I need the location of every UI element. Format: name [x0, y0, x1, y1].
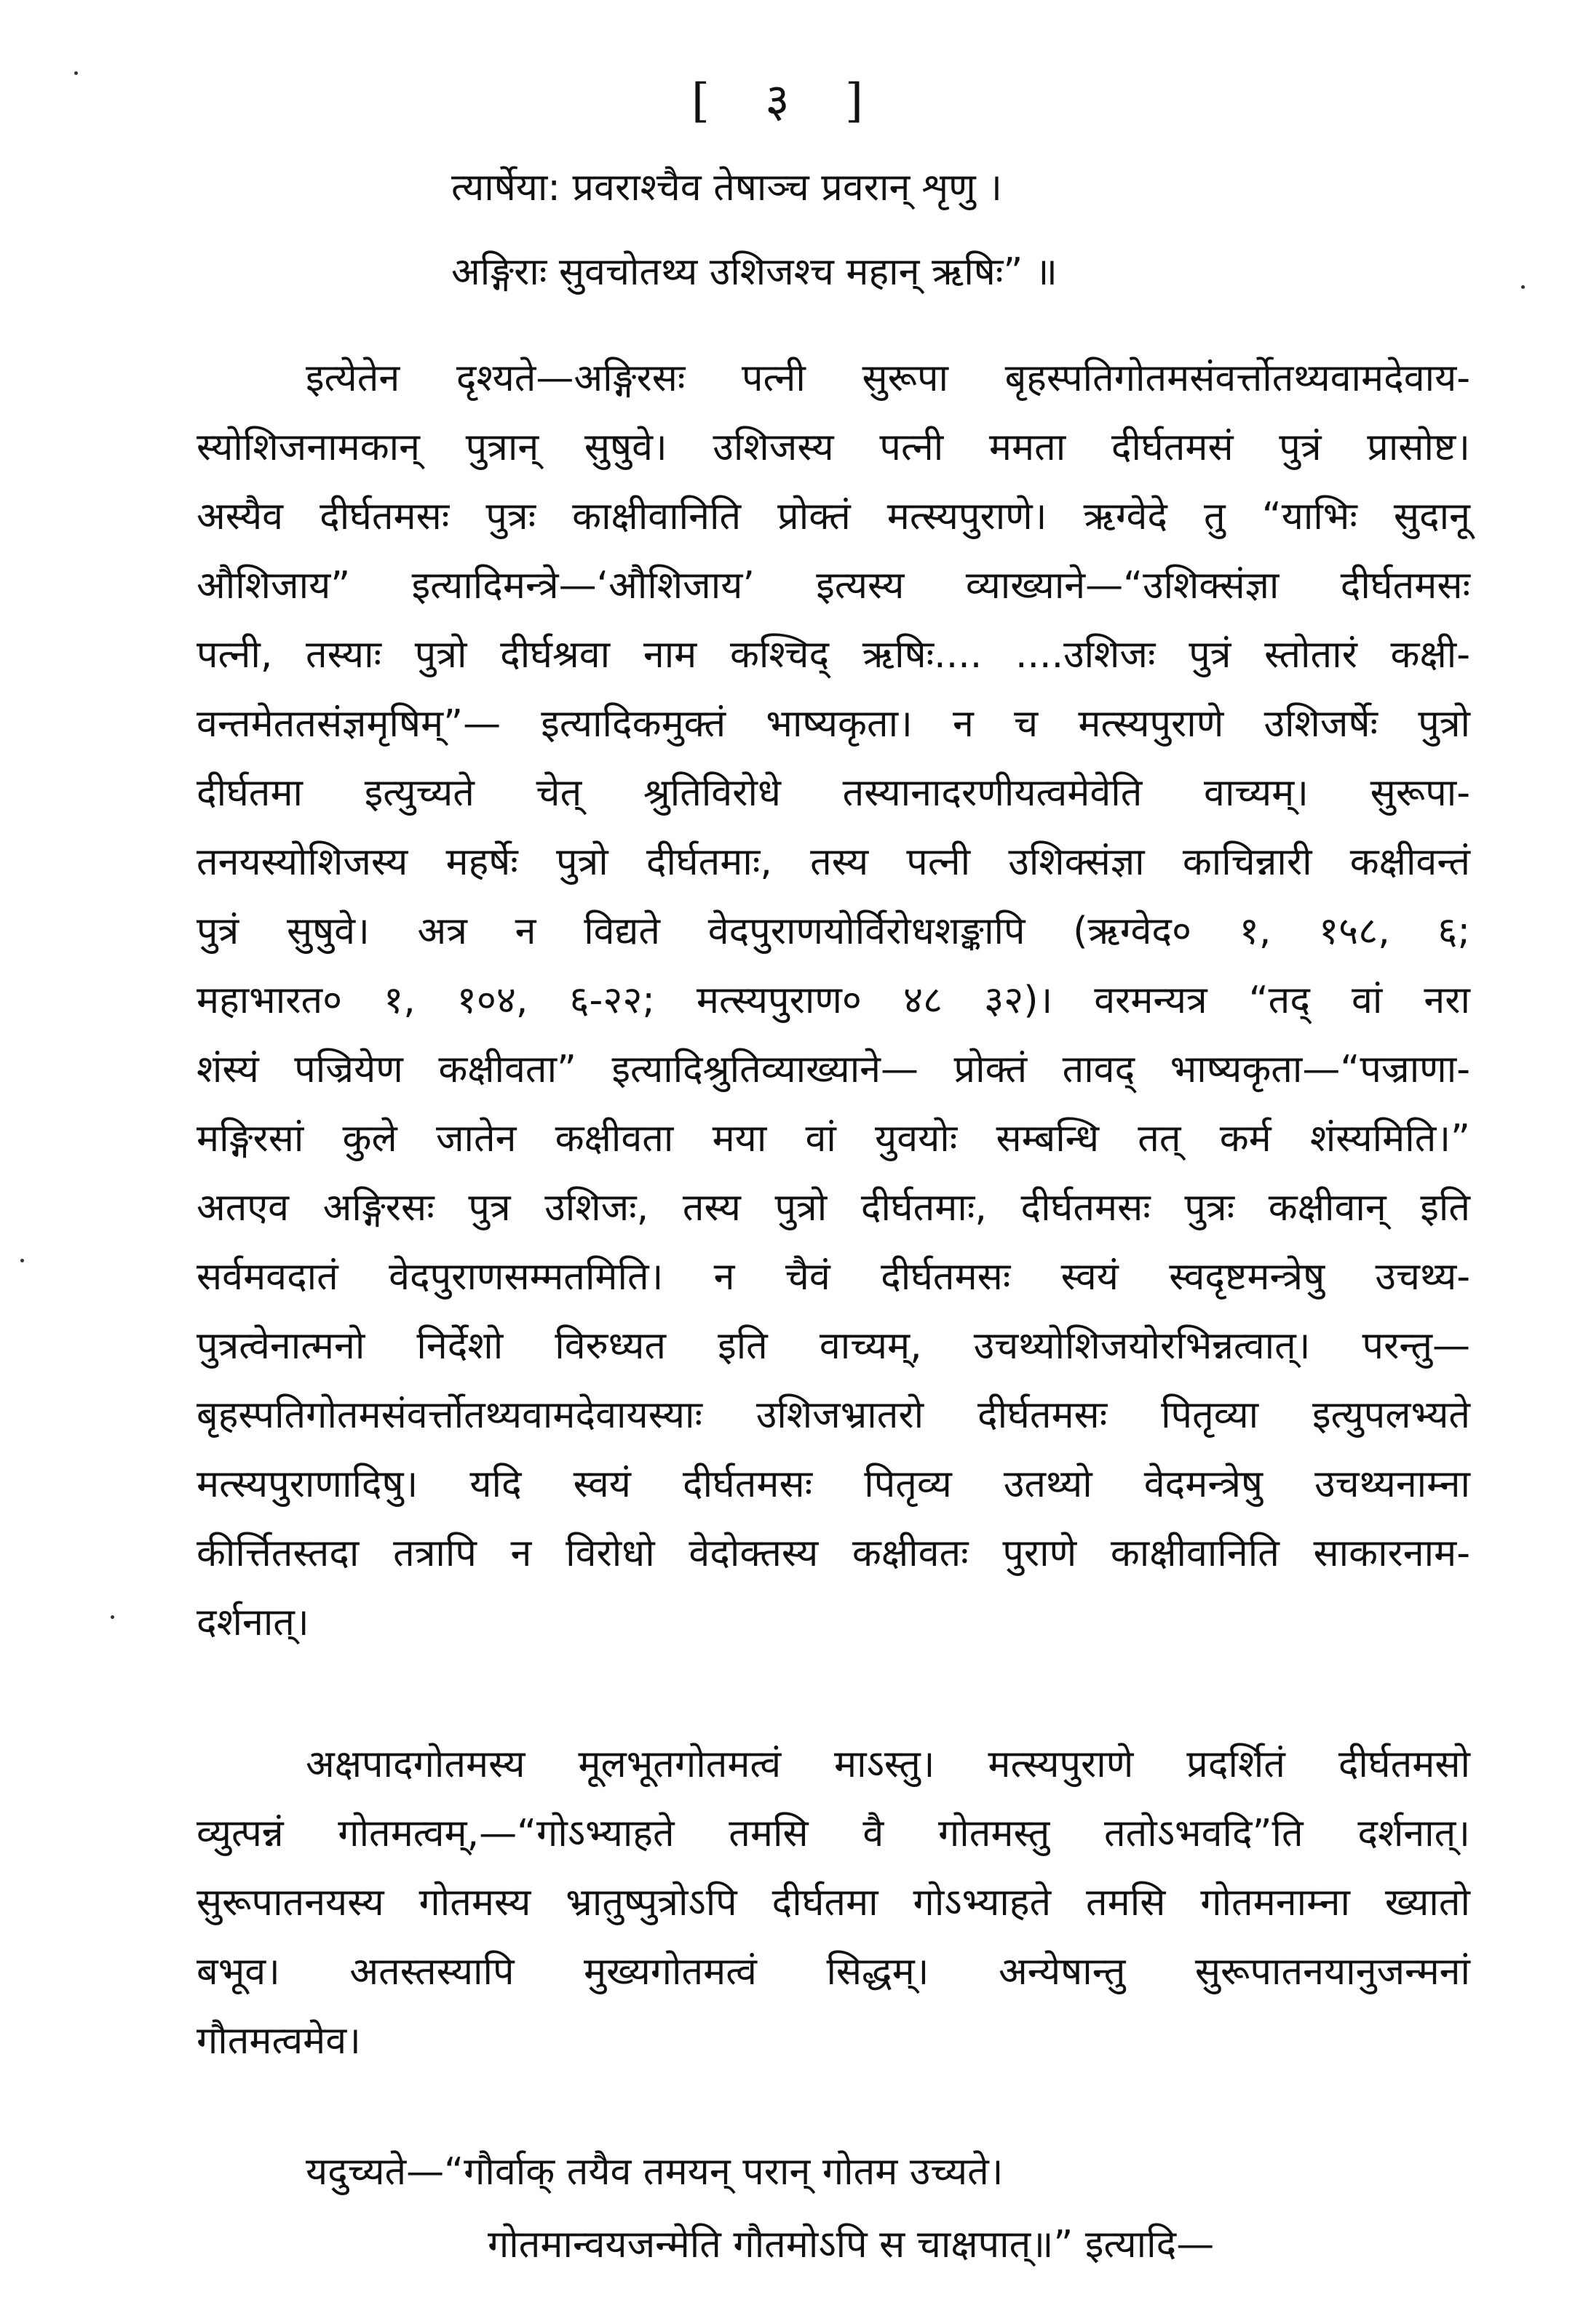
paragraph1-line-13: अतएव अङ्गिरसः पुत्र उशिजः, तस्य पुत्रो दीर्घतमाः, दीर्घतमसः पुत्रः कक्षीवान् इति — [197, 1186, 1470, 1230]
paragraph1-line-4: औशिजाय” इत्यादिमन्त्रे—‘औशिजाय’ इत्यस्य व्याख्याने—“उशिक्संज्ञा दीर्घतमसः — [197, 564, 1470, 608]
paragraph2-line-2: व्युत्पन्नं गोतमत्वम्,—“गोऽभ्याहते तमसि वै गोतमस्तु ततोऽभवदि”ति दर्शनात्। — [197, 1812, 1470, 1855]
paragraph1-line-10: महाभारत० १, १०४, ६-२२; मत्स्यपुराण० ४८ ३२)। वरमन्यत्र “तद् वां नरा — [197, 979, 1470, 1022]
paragraph1-line-1: इत्येतेन दृश्यते—अङ्गिरसः पत्नी सुरूपा बृहस्पतिगोतमसंवर्त्तोतथ्यवामदेवाय- — [306, 357, 1470, 400]
verse-bottom-line-2: गोतमान्वयजन्मेति गौतमोऽपि स चाक्षपात्॥” इत्यादि— — [488, 2223, 1215, 2267]
scan-speck — [1521, 285, 1525, 289]
paragraph2-line-3: सुरूपातनयस्य गोतमस्य भ्रातुष्पुत्रोऽपि दीर्घतमा गोऽभ्याहते तमसि गोतमनाम्ना ख्यातो — [197, 1881, 1470, 1925]
paragraph1-line-7: दीर्घतमा इत्युच्यते चेत् श्रुतिविरोधे तस्यानादरणीयत्वमेवेति वाच्यम्। सुरूपा- — [197, 771, 1470, 815]
paragraph2-line-5: गौतमत्वमेव। — [197, 2019, 361, 2063]
scan-speck — [20, 1259, 24, 1262]
page-number: [ ३ ] — [691, 74, 884, 128]
paragraph1-line-8: तनयस्योशिजस्य महर्षेः पुत्रो दीर्घतमाः, तस्य पत्नी उशिक्संज्ञा काचिन्नारी कक्षीवन्तं — [197, 840, 1470, 884]
paragraph2-line-1: अक्षपादगोतमस्य मूलभूतगोतमत्वं माऽस्तु। मत्स्यपुराणे प्रदर्शितं दीर्घतमसो — [306, 1743, 1470, 1786]
paragraph1-line-12: मङ्गिरसां कुले जातेन कक्षीवता मया वां युवयोः सम्बन्धि तत् कर्म शंस्यमिति।” — [197, 1117, 1470, 1161]
paragraph1-line-14: सर्वमवदातं वेदपुराणसम्मतमिति। न चैवं दीर्घतमसः स्वयं स्वदृष्टमन्त्रेषु उचथ्य- — [197, 1255, 1470, 1299]
verse-top-line-2: अङ्गिराः सुवचोतथ्य उशिजश्च महान् ऋषिः” ॥ — [451, 250, 1058, 294]
paragraph1-line-6: वन्तमेततसंज्ञमृषिम्”— इत्यादिकमुक्तं भाष्यकृता। न च मत्स्यपुराणे उशिजर्षेः पुत्रो — [197, 702, 1470, 746]
scan-speck — [111, 1615, 114, 1619]
paragraph1-line-2: स्योशिजनामकान् पुत्रान् सुषुवे। उशिजस्य पत्नी ममता दीर्घतमसं पुत्रं प्रासोष्ट। — [197, 426, 1470, 469]
paragraph1-line-9: पुत्रं सुषुवे। अत्र न विद्यते वेदपुराणयोर्विरोधशङ्कापि (ऋग्वेद० १, १५८, ६; — [197, 910, 1470, 953]
paragraph2-line-4: बभूव। अतस्तस्यापि मुख्यगोतमत्वं सिद्धम्। अन्येषान्तु सुरूपातनयानुजन्मनां — [197, 1950, 1470, 1994]
verse-bottom-line-1: यदुच्यते—“गौर्वाक् तयैव तमयन् परान् गोतम उच्यते। — [306, 2150, 1004, 2194]
paragraph1-line-3: अस्यैव दीर्घतमसः पुत्रः काक्षीवानिति प्रोक्तं मत्स्यपुराणे। ऋग्वेदे तु “याभिः सुदानू — [197, 495, 1470, 538]
verse-top-line-1: त्यार्षेया: प्रवराश्चैव तेषाञ्च प्रवरान् शृणु । — [451, 166, 1002, 210]
paragraph1-line-11: शंस्यं पज्रियेण कक्षीवता” इत्यादिश्रुतिव्याख्याने— प्रोक्तं तावद् भाष्यकृता—“पज्राणा- — [197, 1048, 1470, 1091]
paragraph1-line-15: पुत्रत्वेनात्मनो निर्देशो विरुध्यत इति वाच्यम्, उचथ्योशिजयोरभिन्नत्वात्। परन्तु— — [197, 1324, 1470, 1368]
scan-speck — [74, 71, 78, 75]
paragraph1-line-5: पत्नी, तस्याः पुत्रो दीर्घश्रवा नाम कश्चिद् ऋषिः.... ....उशिजः पुत्रं स्तोतारं कक्षी- — [197, 633, 1470, 677]
paragraph1-line-19: दर्शनात्। — [197, 1601, 309, 1644]
paragraph1-line-17: मत्स्यपुराणादिषु। यदि स्वयं दीर्घतमसः पितृव्य उतथ्यो वेदमन्त्रेषु उचथ्यनाम्ना — [197, 1463, 1470, 1506]
paragraph1-line-16: बृहस्पतिगोतमसंवर्त्तोतथ्यवामदेवायस्याः उशिजभ्रातरो दीर्घतमसः पितृव्या इत्युपलभ्यते — [197, 1393, 1470, 1437]
paragraph1-line-18: कीर्त्तितस्तदा तत्रापि न विरोधो वेदोक्तस्य कक्षीवतः पुराणे काक्षीवानिति साकारनाम- — [197, 1532, 1470, 1575]
